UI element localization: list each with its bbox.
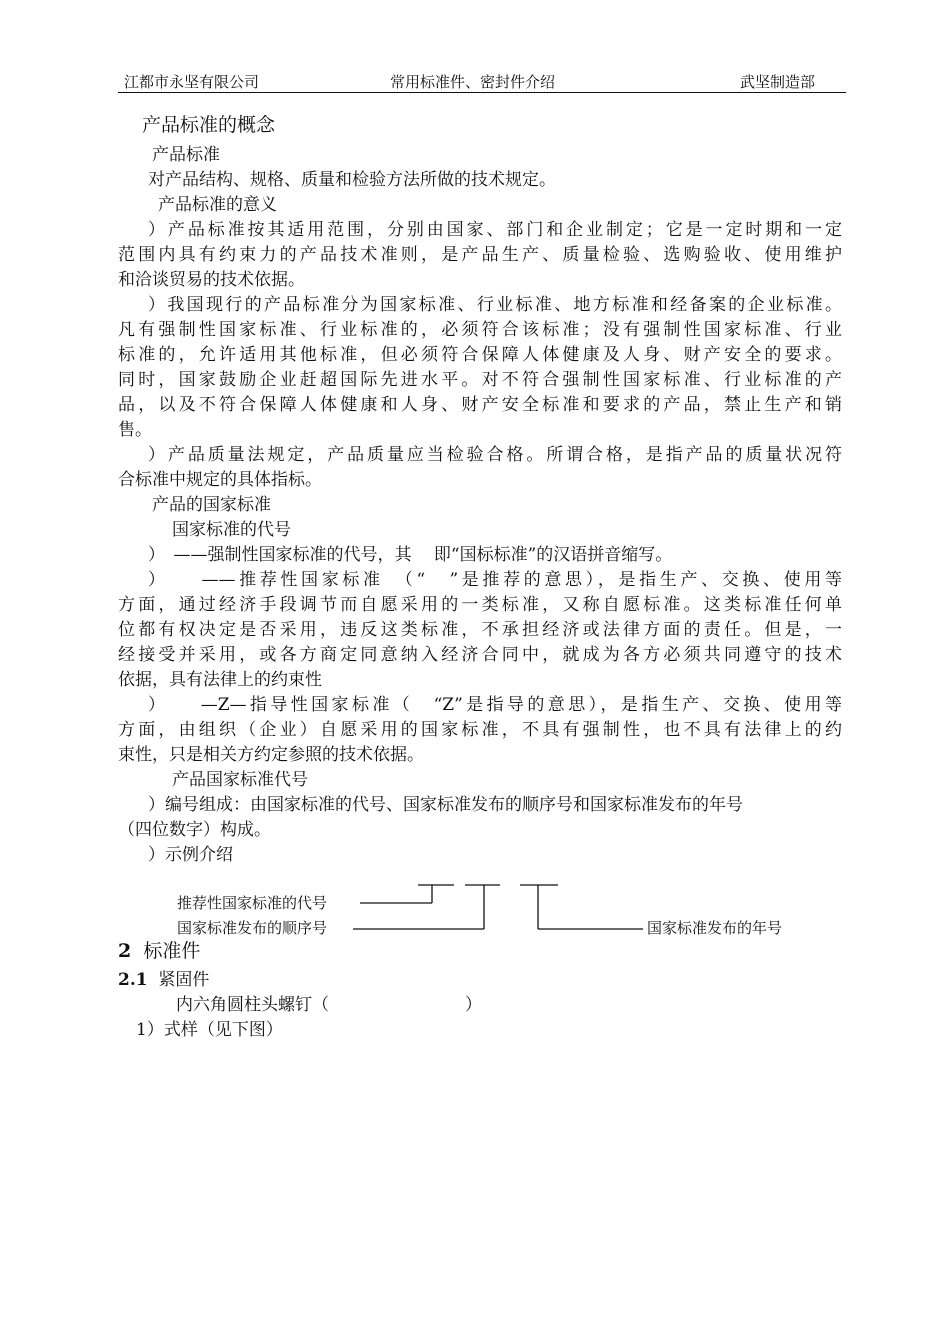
paragraph-line: 同时，国家鼓励企业赶超国际先进水平。对不符合强制性国家标准、行业标准的产 xyxy=(118,370,842,390)
subsection-number: 2.1 xyxy=(118,970,148,990)
paragraph-line: 品，以及不符合保障人体健康和人身、财产安全标准和要求的产品，禁止生产和销 xyxy=(118,395,842,415)
subheading-significance: 产品标准的意义 xyxy=(158,195,277,215)
header-department: 武坚制造部 xyxy=(740,73,816,91)
diagram-label-sequence: 国家标准发布的顺序号 xyxy=(177,919,328,937)
definition-text: 对产品结构、规格、质量和检验方法所做的技术规定。 xyxy=(148,170,556,190)
paragraph-line: ）产品标准按其适用范围，分别由国家、部门和企业制定；它是一定时期和一定 xyxy=(148,220,842,240)
paragraph-line: 范围内具有约束力的产品技术准则，是产品生产、质量检验、选购验收、使用维护 xyxy=(118,245,842,265)
section-heading-national: 产品的国家标准 xyxy=(152,495,271,515)
numbering-text: ）编号组成：由国家标准的代号、国家标准发布的顺序号和国家标准发布的年号 xyxy=(148,795,743,815)
subheading-national-code: 国家标准的代号 xyxy=(172,520,291,540)
subheading-national-code-number: 产品国家标准代号 xyxy=(172,770,308,790)
paragraph-line: 标准的，允许适用其他标准，但必须符合保障人体健康及人身、财产安全的要求。 xyxy=(118,345,842,365)
paragraph-line: 经接受并采用，或各方商定同意纳入经济合同中，就成为各方必须共同遵守的技术 xyxy=(118,645,842,665)
paragraph-line: 售。 xyxy=(118,420,152,440)
numbering-text-cont: （四位数字）构成。 xyxy=(118,820,271,840)
item-hex-socket-screw: 内六角圆柱头螺钉（ ） xyxy=(176,995,482,1015)
paragraph-line: 依据，具有法律上的约束性 xyxy=(118,670,322,690)
paragraph-line: ） —Z—指导性国家标准（ “Z”是指导的意思），是指生产、交换、使用等 xyxy=(148,695,842,715)
section-heading-standard-parts xyxy=(118,937,200,965)
paragraph-line: 位都有权决定是否采用，违反这类标准，不承担经济或法律方面的责任。但是，一 xyxy=(118,620,842,640)
example-intro: ）示例介绍 xyxy=(148,845,233,865)
paragraph-line: 凡有强制性国家标准、行业标准的，必须符合该标准；没有强制性国家标准、行业 xyxy=(118,320,842,340)
subheading-product-standard: 产品标准 xyxy=(152,145,220,165)
diagram-label-code: 推荐性国家标准的代号 xyxy=(177,894,328,912)
header-company: 江都市永坚有限公司 xyxy=(124,73,260,91)
subsection-title: 紧固件 xyxy=(158,970,210,990)
item-style: 1）式样（见下图） xyxy=(136,1020,283,1040)
item-mandatory-standard: ） ——强制性国家标准的代号，其 即“国标标准”的汉语拼音缩写。 xyxy=(148,545,673,565)
diagram-label-year: 国家标准发布的年号 xyxy=(647,919,783,937)
paragraph-line: 合标准中规定的具体指标。 xyxy=(118,470,322,490)
paragraph-line: ） ——推荐性国家标准 （“ ”是推荐的意思），是指生产、交换、使用等 xyxy=(148,570,842,590)
subsection-heading-fasteners xyxy=(118,968,209,993)
section-number: 2 xyxy=(118,940,132,962)
paragraph-line: 束性，只是相关方约定参照的技术依据。 xyxy=(118,745,424,765)
section-title: 标准件 xyxy=(143,940,201,962)
section-heading-concept: 产品标准的概念 xyxy=(142,114,276,136)
paragraph-line: ）我国现行的产品标准分为国家标准、行业标准、地方标准和经备案的企业标准。 xyxy=(148,295,842,315)
paragraph-line: 和洽谈贸易的技术依据。 xyxy=(118,270,305,290)
header-title: 常用标准件、密封件介绍 xyxy=(390,73,556,91)
paragraph-line: 方面，由组织（企业）自愿采用的国家标准，不具有强制性，也不具有法律上的约 xyxy=(118,720,842,740)
paragraph-line: ）产品质量法规定，产品质量应当检验合格。所谓合格，是指产品的质量状况符 xyxy=(148,445,842,465)
paragraph-line: 方面，通过经济手段调节而自愿采用的一类标准，又称自愿标准。这类标准任何单 xyxy=(118,595,842,615)
